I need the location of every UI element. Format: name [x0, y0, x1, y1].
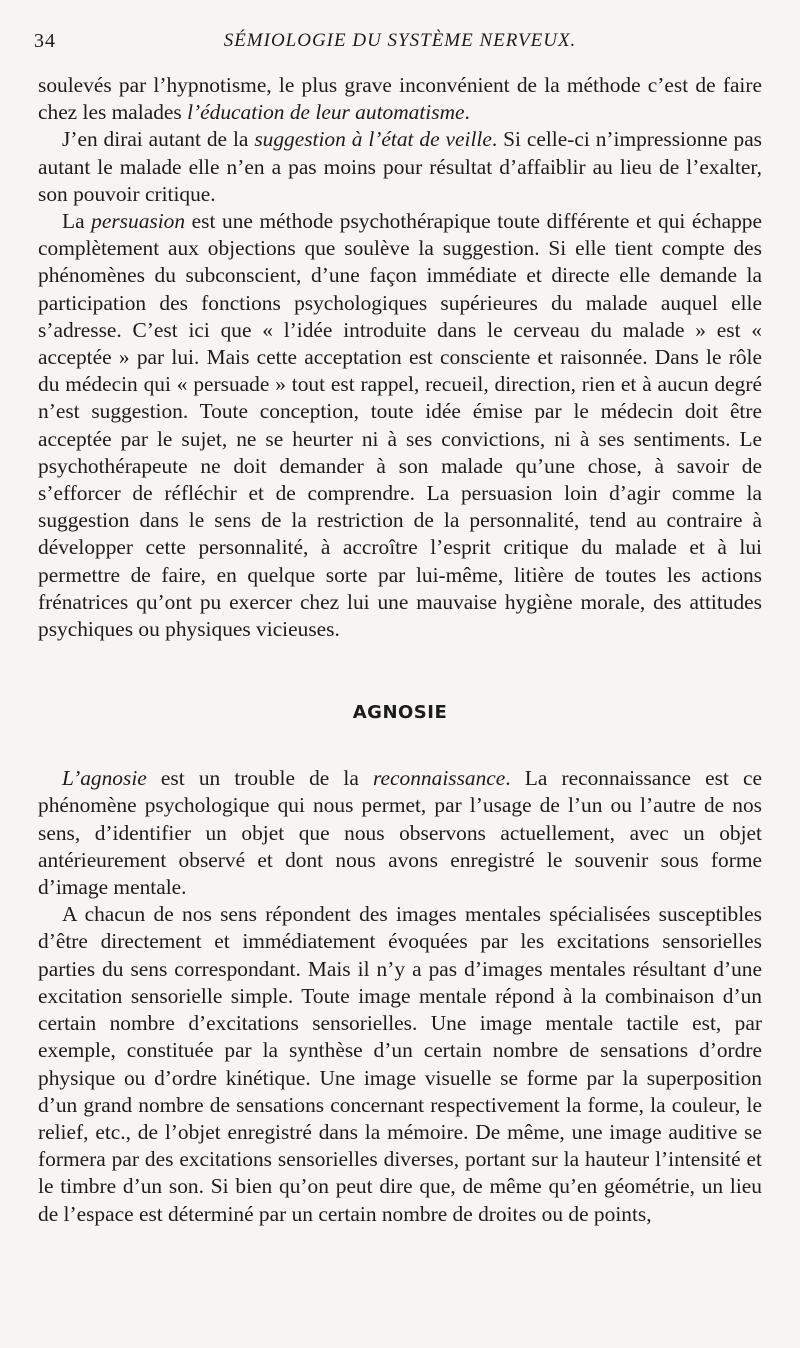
text-block-agnosie [38, 765, 762, 1227]
paragraph-text: soulevés par l’hypnotisme, le plus grave inconvénient de la méthode c’est de faire chez les malades [38, 73, 762, 125]
text-block-persuasion [38, 72, 762, 643]
paragraph-suggestion [38, 126, 762, 208]
paragraph-text: . Si celle-ci n’impressionne pas autant le malade elle n’en a pas moins pour résultat d’affaiblir au lieu de l’exalter, son pouvoir critique. [38, 127, 763, 206]
italic-phrase: suggestion à l’état de veille [254, 127, 492, 152]
paragraph-text: . La reconnaissance est ce phénomène psychologique qui nous permet, par l’usage de l’un ou l’autre de nos sens, d’identifier un objet que nous observons actuellement, avec un objet antérieurement observé et dont nous avons enregistré le souvenir sous forme d’image mentale. [38, 766, 762, 900]
book-page [34, 30, 763, 1228]
running-head-title: SÉMIOLOGIE DU SYSTÈME NERVEUX. [223, 30, 577, 51]
italic-phrase: persuasion [91, 209, 186, 234]
paragraph-text: . [464, 100, 470, 125]
paragraph-text: est une méthode psychothérapique toute différente et qui échappe complètement aux objections que soulève la suggestion. Si elle tient compte des phénomènes du subconscient, d’une façon immédiate et directe elle demande la participation des fonctions psychologiques supérieures du malade auquel elle s’adresse. C’est ici que « l’idée introduite dans le cerveau du malade » est « acceptée » par lui. Mais cette acceptation est consciente et raisonnée. Dans le rôle du médecin qui « persuade » tout est rappel, recueil, direction, rien et à aucun degré n’est suggestion. Toute conception, toute idée émise par le médecin doit être acceptée par le sujet, ne se heurter ni à ses convictions, ni à ses sentiments. Le psychothérapeute ne doit demander à son malade qu’une chose, à savoir de s’efforcer de réfléchir et de comprendre. La persuasion loin d’agir comme la suggestion dans le sens de la restriction de la personnalité, tend au contraire à développer cette personnalité, à accroître l’esprit critique du malade et à lui permettre de faire, en quelque sorte par lui-même, litière de toutes les actions frénatrices qu’ont pu exercer chez lui une mauvaise hygiène morale, des attitudes psychiques ou physiques vicieuses. [38, 209, 762, 642]
paragraph-persuasion [38, 208, 762, 643]
paragraph-hypnotism [38, 72, 762, 126]
section-heading-agnosie: AGNOSIE [352, 702, 448, 724]
running-head [34, 30, 762, 60]
italic-phrase: l’éducation de leur automatisme [187, 100, 465, 125]
paragraph-mental-images: A chacun de nos sens répondent des images mentales spécialisées susceptibles d’être directement et immédiatement évoquées par les excitations sensorielles parties du sens correspondant. Mais il n’y a pas d’images mentales résultant d’une excitation sensorielle simple. Toute image mentale répond à la combinaison d’un certain nombre d’excitations sensorielles. Une image mentale tactile est, par exemple, constituée par la synthèse d’un certain nombre de sensations d’ordre physique ou d’ordre kinétique. Une image visuelle se forme par la superposition d’un grand nombre de sensations concernant respectivement la forme, la couleur, le relief, etc., de l’objet enregistré dans la mémoire. De même, une image auditive se formera par des excitations sensorielles diverses, portant sur la hauteur l’intensité et le timbre d’un son. Si bien qu’on peut dire que, de même qu’en géométrie, un lieu de l’espace est déterminé par un certain nombre de droites ou de points, [38, 902, 762, 1226]
paragraph-text: La [62, 209, 92, 234]
page-number: 34 [34, 30, 56, 52]
italic-phrase: L’agnosie [62, 766, 147, 791]
paragraph-text: est un trouble de la [146, 766, 374, 791]
paragraph-agnosie-definition [38, 765, 762, 901]
italic-phrase: reconnaissance [373, 766, 506, 791]
paragraph-text: J’en dirai autant de la [62, 127, 255, 152]
